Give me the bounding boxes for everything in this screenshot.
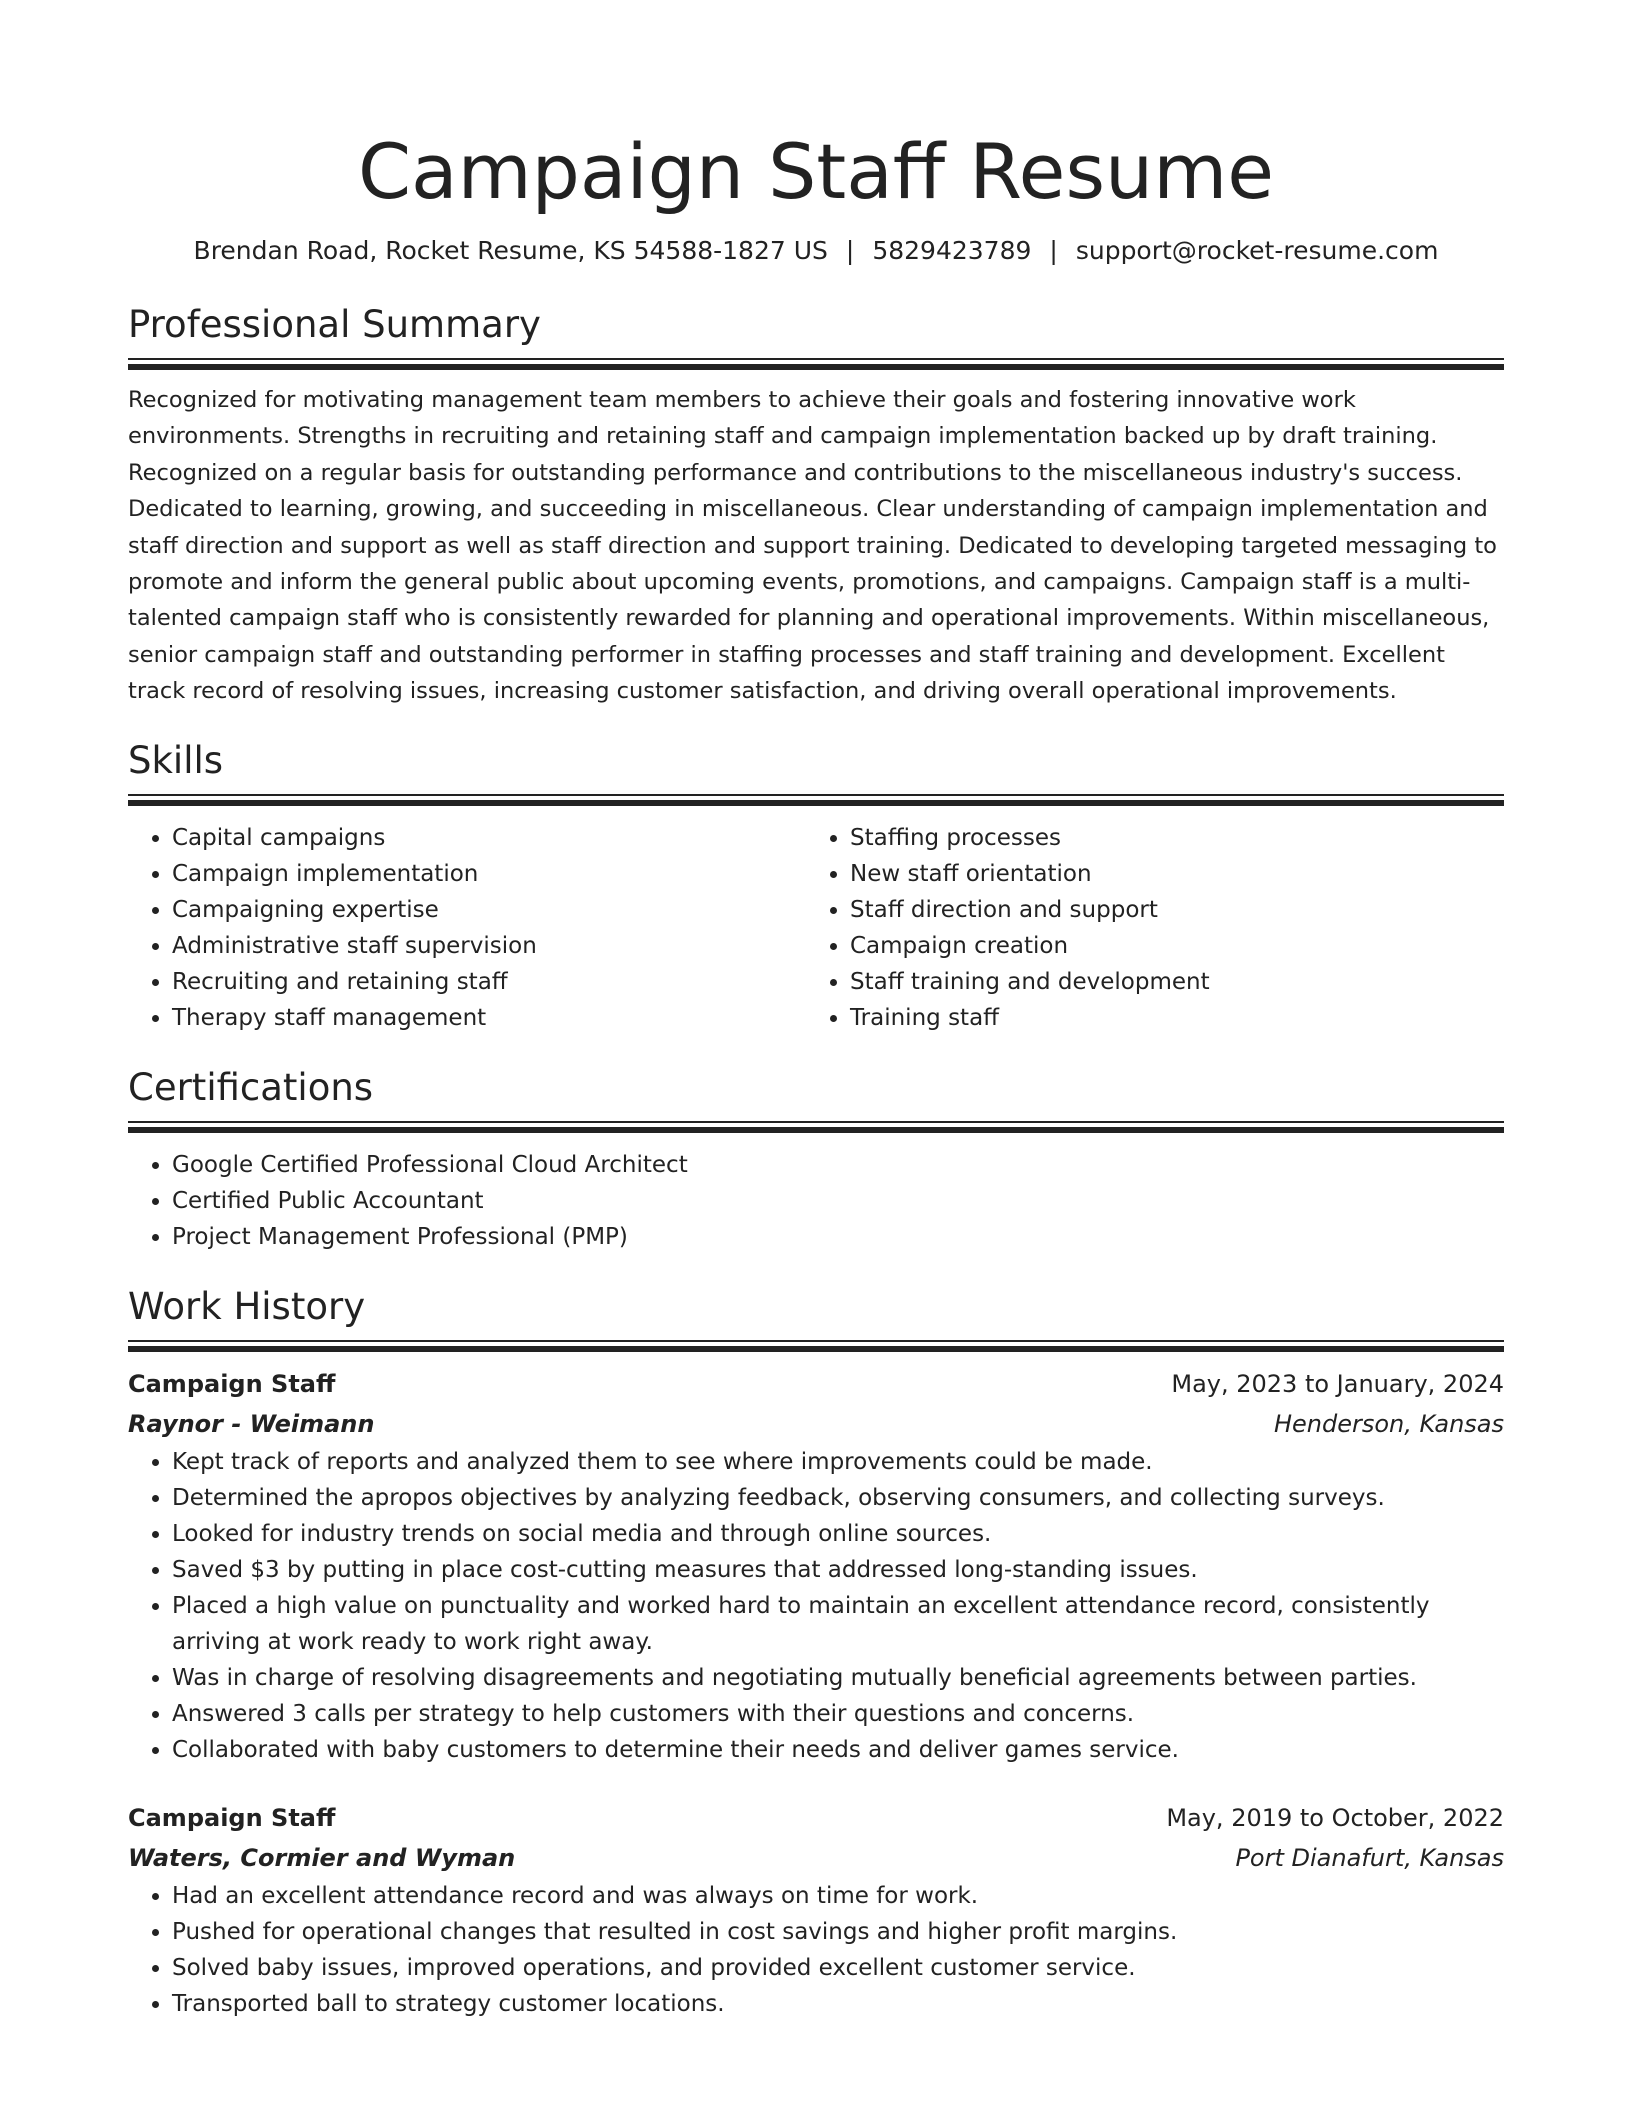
job-company: Waters, Cormier and Wyman — [128, 1843, 516, 1872]
section-divider — [128, 358, 1504, 370]
job-bullet: • Transported ball to strategy customer locations. — [172, 1986, 1504, 2022]
job-bullet: • Looked for industry trends on social media and through online sources. — [172, 1516, 1504, 1552]
job-bullets — [128, 1444, 1504, 1768]
skill-item: • Capital campaigns — [172, 820, 806, 856]
job-bullet: • Determined the apropos objectives by analyzing feedback, observing consumers, and collecting surveys. — [172, 1480, 1504, 1516]
skills-section — [128, 737, 1504, 1036]
job-bullet: • Answered 3 calls per strategy to help customers with their questions and concerns. — [172, 1696, 1504, 1732]
contact-phone: 5829423789 — [872, 236, 1032, 265]
skill-item: • Staffing processes — [850, 820, 1484, 856]
skills-list-right — [806, 820, 1484, 1036]
job-title: Campaign Staff — [128, 1803, 336, 1832]
job-header — [128, 1798, 1504, 1838]
section-divider — [128, 1340, 1504, 1352]
section-divider — [128, 1121, 1504, 1133]
certifications-list — [128, 1147, 1504, 1255]
skills-column-left — [128, 820, 806, 1036]
summary-section — [128, 301, 1504, 710]
section-heading-skills: Skills — [128, 738, 224, 782]
skill-item: • Therapy staff management — [172, 1000, 806, 1036]
job-entry — [128, 1364, 1504, 1768]
skill-item: • Training staff — [850, 1000, 1484, 1036]
section-heading-certifications: Certifications — [128, 1065, 374, 1109]
job-bullet: • Was in charge of resolving disagreements and negotiating mutually beneficial agreements between parties. — [172, 1660, 1504, 1696]
skills-list-left — [128, 820, 806, 1036]
job-company: Raynor - Weimann — [128, 1409, 375, 1438]
resume-title: Campaign Staff Resume — [357, 127, 1274, 216]
skill-item: • Campaign implementation — [172, 856, 806, 892]
certification-item: • Certified Public Accountant — [172, 1183, 1504, 1219]
skill-item: • Staff direction and support — [850, 892, 1484, 928]
section-divider — [128, 794, 1504, 806]
job-title: Campaign Staff — [128, 1369, 336, 1398]
job-bullet: • Solved baby issues, improved operations, and provided excellent customer service. — [172, 1950, 1504, 1986]
summary-text: Recognized for motivating management team members to achieve their goals and fostering innovative work environments. Strengths in recruiting and retaining staff and campaign implementation backed up by draft training. Recognized on a regular basis for outstanding performance and contributions to the miscellaneous industry's success. Dedicated to learning, growing, and succeeding in miscellaneous. Clear understanding of campaign implementation and staff direction and support as well as staff direction and support training. Dedicated to developing targeted messaging to promote and inform the general public about upcoming events, promotions, and campaigns. Campaign staff is a multi-talented campaign staff who is consistently rewarded for planning and operational improvements. Within miscellaneous, senior campaign staff and outstanding performer in staffing processes and staff training and development. Excellent track record of resolving issues, increasing customer satisfaction, and driving overall operational improvements. — [128, 387, 1497, 705]
job-bullets — [128, 1878, 1504, 2022]
job-location: Henderson, Kansas — [1273, 1409, 1504, 1438]
job-bullet: • Had an excellent attendance record and was always on time for work. — [172, 1878, 1504, 1914]
job-bullet: • Kept track of reports and analyzed them to see where improvements could be made. — [172, 1444, 1504, 1480]
skills-grid — [128, 820, 1504, 1036]
job-entry — [128, 1798, 1504, 2022]
certifications-section — [128, 1064, 1504, 1255]
job-subheader — [128, 1404, 1504, 1444]
contact-separator: | — [1049, 236, 1058, 265]
contact-address: Brendan Road, Rocket Resume, KS 54588-1827 US — [193, 236, 828, 265]
certification-item: • Project Management Professional (PMP) — [172, 1219, 1504, 1255]
skills-column-right — [806, 820, 1484, 1036]
job-subheader — [128, 1838, 1504, 1878]
job-dates: May, 2019 to October, 2022 — [1166, 1803, 1504, 1832]
skill-item: • Campaign creation — [850, 928, 1484, 964]
job-location: Port Dianafurt, Kansas — [1235, 1843, 1504, 1872]
contact-line — [128, 234, 1504, 268]
contact-email: support@rocket-resume.com — [1075, 236, 1439, 265]
job-bullet: • Collaborated with baby customers to determine their needs and deliver games service. — [172, 1732, 1504, 1768]
skill-item: • Recruiting and retaining staff — [172, 964, 806, 1000]
skill-item: • Administrative staff supervision — [172, 928, 806, 964]
job-header — [128, 1364, 1504, 1404]
job-dates: May, 2023 to January, 2024 — [1171, 1369, 1504, 1398]
skill-item: • New staff orientation — [850, 856, 1484, 892]
job-bullet: • Pushed for operational changes that resulted in cost savings and higher profit margins. — [172, 1914, 1504, 1950]
work-history-section — [128, 1283, 1504, 2022]
skill-item: • Campaigning expertise — [172, 892, 806, 928]
certification-item: • Google Certified Professional Cloud Architect — [172, 1147, 1504, 1183]
section-heading-summary: Professional Summary — [128, 303, 541, 346]
skill-item: • Staff training and development — [850, 964, 1484, 1000]
section-heading-work-history: Work History — [128, 1284, 366, 1328]
resume-page — [128, 0, 1504, 2022]
job-bullet: • Placed a high value on punctuality and worked hard to maintain an excellent attendance record, consistently arriving at work ready to work right away. — [172, 1588, 1504, 1660]
contact-separator: | — [845, 236, 855, 265]
job-bullet: • Saved $3 by putting in place cost-cutting measures that addressed long-standing issues. — [172, 1552, 1504, 1588]
